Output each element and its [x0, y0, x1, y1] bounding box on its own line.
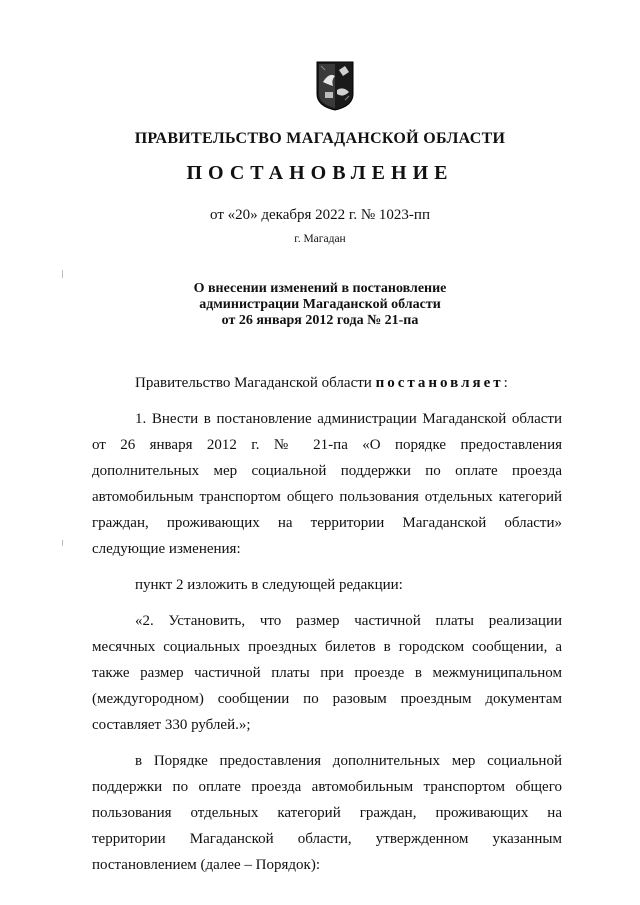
paragraph-4: в Порядке предоставления дополнительных мер социальной поддержки по оплате проезда автомобильным транспортом общего пользования отдельных категорий граждан, проживающих на территории Магаданской области, утвержденном указанным постановлением (далее – Порядок): — [92, 753, 562, 873]
magadan-coat-of-arms-icon — [315, 60, 355, 112]
paragraph-1: 1. Внести в постановление администрации Магаданской области от 26 января 2012 г. № 21-па «О порядке предоставления дополнительных мер социальной поддержки по оплате проезда автомобильным транспортом общего пользования отдельных категорий граждан, проживающих на территории Магаданской области» следующие изменения: — [92, 411, 562, 557]
paragraph-2: пункт 2 изложить в следующей редакции: — [135, 577, 403, 593]
title-line: администрации Магаданской области — [199, 297, 441, 312]
preamble — [92, 370, 562, 396]
paragraph-3: «2. Установить, что размер частичной платы реализации месячных социальных проездных билетов в городском сообщении, а также размер частичной платы при проезде в межмуниципальном (междугородном) сообщении по разовым проездным документам составляет 330 рублей.»; — [92, 613, 562, 733]
preamble-emphasis: постановляет — [375, 375, 504, 391]
document-body — [92, 370, 562, 878]
document-date-number: от «20» декабря 2022 г. № 1023-пп — [210, 207, 430, 223]
issuing-authority: ПРАВИТЕЛЬСТВО МАГАДАНСКОЙ ОБЛАСТИ — [134, 130, 506, 147]
scan-margin-mark — [62, 270, 63, 278]
document-type: ПОСТАНОВЛЕНИЕ — [186, 162, 454, 184]
scan-margin-mark — [62, 540, 63, 546]
title-line: О внесении изменений в постановление — [193, 281, 447, 296]
document-title — [0, 281, 640, 329]
document-city: г. Магадан — [294, 233, 346, 245]
title-line: от 26 января 2012 года № 21-па — [221, 313, 419, 328]
preamble-text: Правительство Магаданской области — [135, 375, 376, 391]
preamble-end: : — [503, 375, 508, 391]
